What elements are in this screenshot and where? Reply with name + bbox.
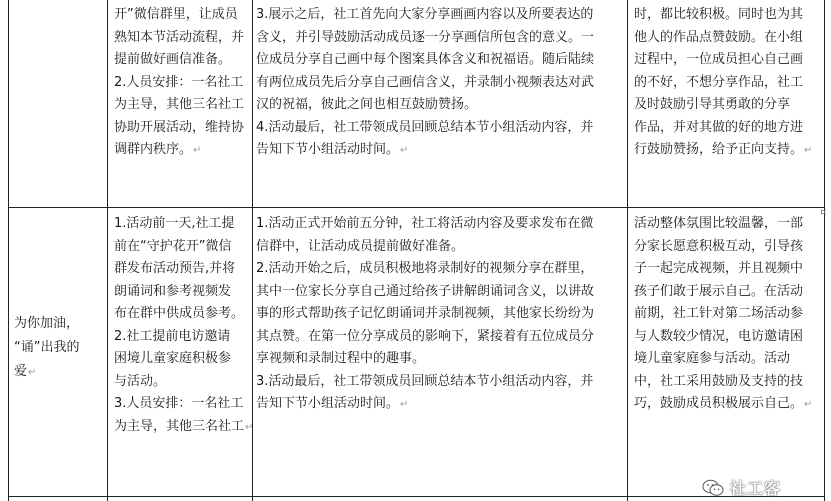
cell-line bbox=[114, 72, 250, 95]
table-border-right bbox=[824, 0, 825, 501]
cell-line bbox=[114, 117, 250, 140]
cell-line bbox=[114, 416, 254, 440]
cell-line-text: 子一起完成视频，并且视频中 bbox=[634, 261, 804, 276]
cell-line bbox=[634, 236, 820, 259]
cell-line-text: 享视频和录制过程中的趣事。 bbox=[256, 351, 426, 366]
cell-line bbox=[14, 312, 100, 336]
cell-line bbox=[256, 117, 622, 140]
cell-line bbox=[114, 303, 250, 326]
cell-line-text: 及时鼓励引导其勇敢的分享 bbox=[634, 97, 791, 112]
cell-line-text: 布在群中供成员参考。 bbox=[114, 306, 245, 321]
cell-line-text: 4.活动最后，社工带领成员回顾总结本节小组活动内容，并 bbox=[256, 119, 594, 135]
cell-line-text: 3.人员安排：一名社工 bbox=[114, 396, 244, 411]
cell-end-mark: ¤ bbox=[820, 207, 827, 218]
cell-line bbox=[634, 213, 820, 236]
paragraph-mark: ↵ bbox=[28, 367, 37, 378]
paragraph-mark: ↵ bbox=[245, 421, 254, 433]
cell-line-text: 信群中，让活动成员提前做好准备。 bbox=[256, 238, 465, 254]
cell-line-text: 含义，并引导鼓励活动成员逐一分享画信所包含的意义。一 bbox=[256, 29, 595, 45]
cell-line-text: 群发布活动预告,并将 bbox=[114, 261, 236, 276]
cell-line bbox=[634, 281, 820, 304]
cell-line bbox=[256, 371, 622, 394]
cell-line-text: 他人的作品点赞鼓励。在小组 bbox=[634, 29, 804, 45]
cell-line-text: 位成员分享自己画中每个图案具体含义和祝福语。随后陆续 bbox=[256, 52, 595, 67]
row2-col4-cell bbox=[634, 213, 820, 417]
cell-line-text: 前期，社工针对第二场活动参 bbox=[634, 306, 804, 321]
cell-line-text: 活动整体氛围比较温馨，一部 bbox=[634, 216, 804, 231]
cell-line bbox=[114, 281, 250, 304]
cell-line bbox=[634, 4, 820, 27]
cell-line bbox=[256, 258, 622, 281]
watermark bbox=[702, 476, 781, 499]
cell-line-text: 与活动。 bbox=[114, 373, 167, 389]
cell-line-text: 3.活动最后，社工带领成员回顾总结本节小组活动内容，并 bbox=[256, 373, 594, 389]
table-border-col3 bbox=[627, 0, 628, 501]
cell-line-text: 2.人员安排：一名社工 bbox=[114, 74, 244, 90]
cell-line bbox=[256, 94, 622, 117]
cell-line bbox=[634, 326, 820, 349]
wechat-icon bbox=[702, 479, 724, 497]
cell-line bbox=[634, 393, 820, 417]
row2-col2-cell bbox=[114, 213, 254, 439]
cell-line bbox=[256, 236, 622, 259]
cell-line bbox=[634, 139, 820, 163]
cell-line-text: 困境儿童家庭积极参 bbox=[114, 351, 232, 366]
cell-line bbox=[256, 139, 622, 163]
cell-line bbox=[256, 348, 622, 371]
cell-line bbox=[114, 27, 250, 50]
paragraph-mark: ↵ bbox=[400, 145, 409, 156]
table-border-left bbox=[8, 0, 9, 501]
cell-line-text: 有两位成员先后分享自己画信含义，并录制小视频表达对武 bbox=[256, 74, 595, 90]
cell-line bbox=[114, 4, 250, 27]
cell-line bbox=[634, 258, 820, 281]
cell-line bbox=[114, 393, 250, 416]
cell-line-text: 2.活动开始之后，成员积极地将录制好的视频分享在群里， bbox=[256, 261, 594, 276]
cell-line-text: 中，社工采用鼓励及支持的技 bbox=[634, 373, 804, 389]
cell-line-text: 其中一位家长分享自己通过给孩子讲解朗诵词含义，以讲故 bbox=[256, 283, 595, 299]
cell-line bbox=[114, 236, 250, 259]
cell-line bbox=[634, 49, 820, 72]
cell-line bbox=[256, 4, 622, 27]
cell-line-text: 1.活动正式开始前五分钟，社工将活动内容及要求发布在微 bbox=[256, 216, 594, 231]
cell-line bbox=[114, 94, 250, 117]
cell-line-text: 告知下节小组活动时间。 bbox=[256, 396, 400, 411]
cell-line bbox=[256, 213, 622, 236]
cell-line bbox=[634, 117, 820, 140]
cell-line-text: 巧，鼓励成员积极展示自己。 bbox=[634, 396, 804, 411]
table-border-row-divider bbox=[8, 207, 824, 208]
cell-line-text: 分家长愿意积极互动，引导孩 bbox=[634, 238, 804, 254]
cell-line-text: 事的形式帮助孩子记忆朗诵词并录制视频，其他家长纷纷为 bbox=[256, 306, 595, 321]
cell-line-text: 汉的祝福，彼此之间也相互鼓励赞扬。 bbox=[256, 97, 478, 112]
cell-line-text: 朗诵词和参考视频发 bbox=[114, 283, 232, 299]
cell-line-text: 前在“守护花开”微信 bbox=[114, 238, 232, 254]
paragraph-mark: ↵ bbox=[804, 399, 813, 410]
cell-line-text: 境儿童家庭参与活动。活动 bbox=[634, 351, 791, 366]
cell-line-text: 开”微信群里，让成员 bbox=[114, 7, 238, 22]
cell-line bbox=[114, 326, 250, 349]
row1-col4-cell bbox=[634, 4, 820, 163]
row2-col1-cell bbox=[14, 312, 100, 385]
cell-line-text: 行鼓励赞扬，给予正向支持。 bbox=[634, 142, 804, 157]
cell-line-text: 调群内秩序。 bbox=[114, 142, 193, 157]
cell-line bbox=[634, 303, 820, 326]
cell-line-text: 告知下节小组活动时间。 bbox=[256, 142, 400, 157]
cell-line-text: 与人数较少情况，电访邀请困 bbox=[634, 328, 804, 344]
cell-line bbox=[114, 139, 250, 163]
cell-line-text: 2.社工提前电访邀请 bbox=[114, 328, 231, 344]
paragraph-mark: ↵ bbox=[193, 145, 202, 156]
cell-line-text: 其点赞。在第一位分享成员的影响下，紧接着有五位成员分 bbox=[256, 328, 595, 344]
cell-line-text: 提前做好画信准备。 bbox=[114, 52, 232, 67]
cell-line bbox=[256, 72, 622, 95]
cell-line bbox=[14, 360, 100, 385]
cell-line bbox=[256, 303, 622, 326]
cell-line bbox=[114, 348, 250, 371]
cell-line bbox=[634, 348, 820, 371]
cell-line-text: 时，都比较积极。同时也为其 bbox=[634, 7, 804, 22]
cell-line-text: 为你加油， bbox=[14, 316, 80, 331]
watermark-text: 社工客 bbox=[730, 479, 782, 498]
cell-line-text: 为主导，其他三名社工 bbox=[114, 418, 245, 434]
cell-line-text: “诵”出我的 bbox=[14, 340, 80, 355]
cell-line-text: 过程中，一位成员担心自己画 bbox=[634, 52, 804, 67]
paragraph-mark: ↵ bbox=[804, 145, 813, 156]
cell-line-text: 孩子们敢于展示自己。在活动 bbox=[634, 283, 804, 299]
table-border-col1 bbox=[107, 0, 108, 501]
cell-line-text: 3.展示之后，社工首先向大家分享画画内容以及所要表达的 bbox=[256, 7, 594, 22]
cell-line bbox=[256, 326, 622, 349]
cell-line bbox=[634, 94, 820, 117]
paragraph-mark: ↵ bbox=[400, 399, 409, 410]
row2-col3-cell bbox=[256, 213, 622, 417]
cell-line bbox=[114, 258, 250, 281]
cell-line bbox=[114, 213, 250, 236]
cell-line-text: 作品，并对其做的好的地方进 bbox=[634, 119, 804, 135]
cell-line bbox=[256, 281, 622, 304]
cell-line bbox=[256, 393, 622, 417]
cell-line-text: 1.活动前一天,社工提 bbox=[114, 216, 235, 231]
cell-line-text: 爱 bbox=[14, 364, 28, 379]
cell-line bbox=[634, 72, 820, 95]
cell-line bbox=[256, 49, 622, 72]
cell-line bbox=[634, 27, 820, 50]
cell-line bbox=[114, 49, 250, 72]
cell-line bbox=[114, 371, 250, 394]
cell-line-text: 的不好，不想分享作品，社工 bbox=[634, 74, 804, 90]
cell-line-text: 熟知本节活动流程，并 bbox=[114, 29, 245, 45]
cell-line bbox=[634, 371, 820, 394]
cell-line-text: 为主导，其他三名社工 bbox=[114, 97, 245, 112]
row1-col3-cell bbox=[256, 4, 622, 163]
cell-line bbox=[256, 27, 622, 50]
cell-line bbox=[14, 336, 100, 360]
row1-col2-cell bbox=[114, 4, 250, 163]
cell-line-text: 协助开展活动，维持协 bbox=[114, 119, 245, 135]
